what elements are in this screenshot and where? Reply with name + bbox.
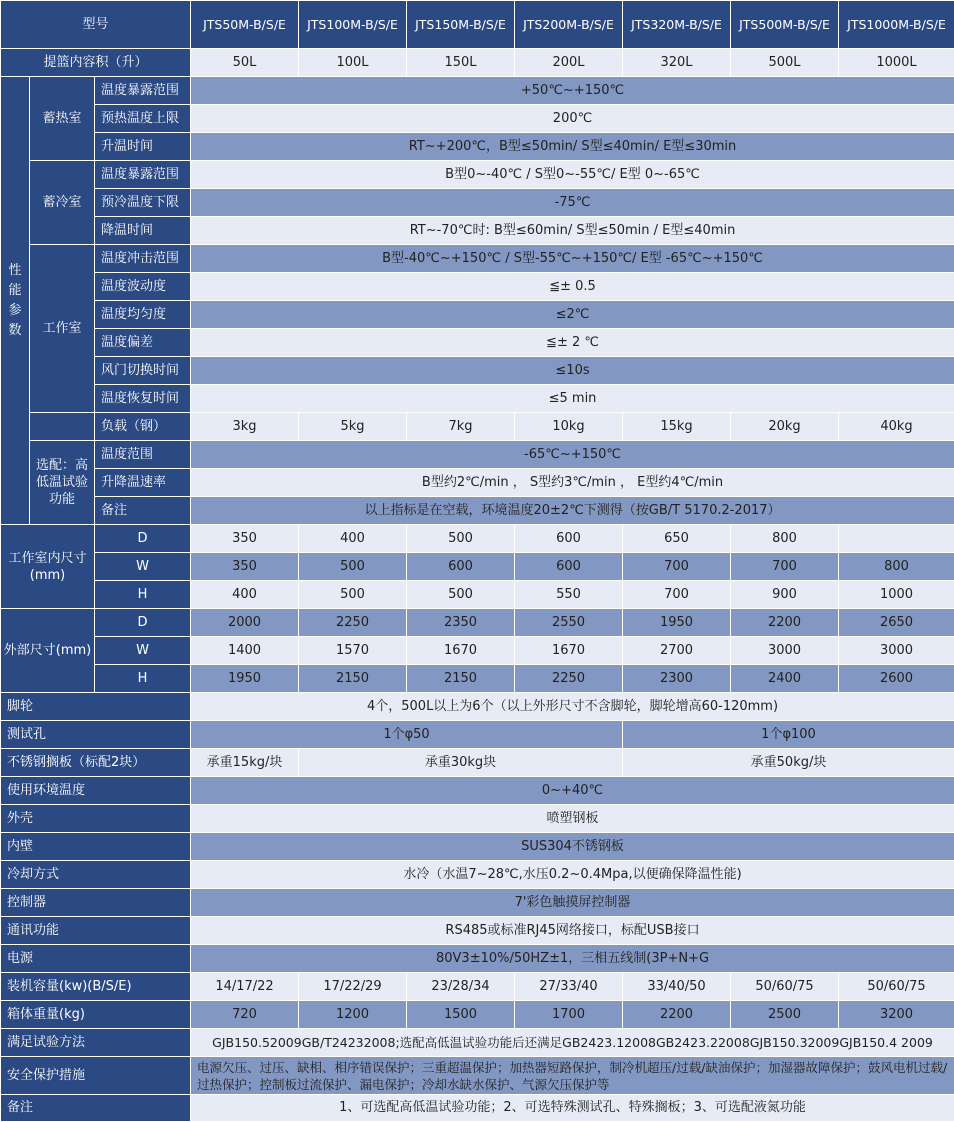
param-value: +50℃~+150℃ bbox=[191, 77, 954, 105]
row-value: 0~+40℃ bbox=[191, 777, 954, 805]
cell: 2150 bbox=[299, 665, 407, 693]
row-label: 提篮内容积（升） bbox=[1, 49, 191, 77]
cell: 1950 bbox=[623, 609, 731, 637]
cell: 500 bbox=[299, 553, 407, 581]
hot-chamber-label: 蓄热室 bbox=[30, 77, 95, 161]
cell: 800 bbox=[731, 525, 839, 553]
cell: 3kg bbox=[191, 413, 299, 441]
param-value: ≤5 min bbox=[191, 385, 954, 413]
cell: 150L bbox=[407, 49, 515, 77]
param-label: 温度暴露范围 bbox=[95, 161, 191, 189]
cell: 5kg bbox=[299, 413, 407, 441]
cell: 500L bbox=[731, 49, 839, 77]
cell: 33/40/50 bbox=[623, 973, 731, 1001]
row-label: 冷却方式 bbox=[1, 861, 191, 889]
cell: 800 bbox=[839, 553, 954, 581]
cell: 700 bbox=[731, 553, 839, 581]
cell: 2600 bbox=[839, 665, 954, 693]
cell: 720 bbox=[191, 1001, 299, 1029]
cell: 700 bbox=[623, 553, 731, 581]
load-row bbox=[1, 413, 954, 441]
cell: 1700 bbox=[515, 1001, 623, 1029]
param-label: 温度恢复时间 bbox=[95, 385, 191, 413]
cell: 2350 bbox=[407, 609, 515, 637]
row-label: 内壁 bbox=[1, 833, 191, 861]
param-value: ≦± 2 ℃ bbox=[191, 329, 954, 357]
cell: 320L bbox=[623, 49, 731, 77]
cell: 20kg bbox=[731, 413, 839, 441]
row-value: 承重15kg/块 bbox=[191, 749, 299, 777]
model-name: JTS320M-B/S/E bbox=[623, 1, 731, 49]
row-value: 1个φ50 bbox=[191, 721, 623, 749]
cell: 50/60/75 bbox=[731, 973, 839, 1001]
cell: 27/33/40 bbox=[515, 973, 623, 1001]
cell: 1400 bbox=[191, 637, 299, 665]
row-label: 不锈钢搁板（标配2块） bbox=[1, 749, 191, 777]
param-label: 温度冲击范围 bbox=[95, 245, 191, 273]
cell: 14/17/22 bbox=[191, 973, 299, 1001]
param-label: 预热温度上限 bbox=[95, 105, 191, 133]
cell: 3200 bbox=[839, 1001, 954, 1029]
cell: 2250 bbox=[515, 665, 623, 693]
cell: 23/28/34 bbox=[407, 973, 515, 1001]
outer-size-label: 外部尺寸(mm) bbox=[1, 609, 95, 693]
param-label: 风门切换时间 bbox=[95, 357, 191, 385]
cell: 1670 bbox=[407, 637, 515, 665]
row-value: 4个，500L以上为6个（以上外形尺寸不含脚轮，脚轮增高60-120mm) bbox=[191, 693, 954, 721]
cell: 500 bbox=[407, 525, 515, 553]
param-value: B型0~-40℃ / S型0~-55℃/ E型 0~-65℃ bbox=[191, 161, 954, 189]
cell: 2550 bbox=[515, 609, 623, 637]
row-label: 装机容量(kw)(B/S/E) bbox=[1, 973, 191, 1001]
model-name: JTS500M-B/S/E bbox=[731, 1, 839, 49]
row-label: 箱体重量(kg) bbox=[1, 1001, 191, 1029]
param-value: B型约2℃/min ， S型约3℃/min ， E型约4℃/min bbox=[191, 469, 954, 497]
cell: 350 bbox=[191, 553, 299, 581]
dim-label: D bbox=[95, 609, 191, 637]
row-value: SUS304不锈钢板 bbox=[191, 833, 954, 861]
performance-label: 性能参数 bbox=[8, 261, 22, 341]
cell bbox=[839, 525, 954, 553]
cell: 600 bbox=[515, 553, 623, 581]
volume-row bbox=[1, 49, 954, 77]
cell: 50/60/75 bbox=[839, 973, 954, 1001]
param-label: 降温时间 bbox=[95, 217, 191, 245]
param-value: ≤2℃ bbox=[191, 301, 954, 329]
row-value: 80V3±10%/50HZ±1，三相五线制(3P+N+G bbox=[191, 945, 954, 973]
cell: 600 bbox=[515, 525, 623, 553]
model-name: JTS200M-B/S/E bbox=[515, 1, 623, 49]
dim-label: H bbox=[95, 581, 191, 609]
param-value: 以上指标是在空载，环境温度20±2℃下测得（按GB/T 5170.2-2017） bbox=[191, 497, 954, 525]
cell: 400 bbox=[299, 525, 407, 553]
row-label: 控制器 bbox=[1, 889, 191, 917]
cell: 15kg bbox=[623, 413, 731, 441]
row-label: 外壳 bbox=[1, 805, 191, 833]
param-label: 预冷温度下限 bbox=[95, 189, 191, 217]
cell: 700 bbox=[623, 581, 731, 609]
inner-size-label: 工作室内尺寸(mm) bbox=[1, 525, 95, 609]
row-label: 安全保护措施 bbox=[1, 1057, 191, 1095]
param-value: -65℃~+150℃ bbox=[191, 441, 954, 469]
row-value: 1、可选配高低温试验功能；2、可选特殊测试孔、特殊搁板；3、可选配液氮功能 bbox=[191, 1095, 954, 1122]
dim-label: D bbox=[95, 525, 191, 553]
cell: 550 bbox=[515, 581, 623, 609]
cell: 10kg bbox=[515, 413, 623, 441]
row-label: 使用环境温度 bbox=[1, 777, 191, 805]
performance-group-label bbox=[1, 77, 30, 525]
row-value: 承重50kg/块 bbox=[623, 749, 954, 777]
param-value: -75℃ bbox=[191, 189, 954, 217]
model-name: JTS100M-B/S/E bbox=[299, 1, 407, 49]
cell: 40kg bbox=[839, 413, 954, 441]
param-label: 温度偏差 bbox=[95, 329, 191, 357]
cell: 2700 bbox=[623, 637, 731, 665]
cell: 1570 bbox=[299, 637, 407, 665]
cell: 2500 bbox=[731, 1001, 839, 1029]
model-name: JTS50M-B/S/E bbox=[191, 1, 299, 49]
cell: 3000 bbox=[839, 637, 954, 665]
row-value: RS485或标准RJ45网络接口，标配USB接口 bbox=[191, 917, 954, 945]
optional-function-label: 选配：高低温试验功能 bbox=[30, 441, 95, 525]
model-name: JTS1000M-B/S/E bbox=[839, 1, 954, 49]
cell: 1000L bbox=[839, 49, 954, 77]
cell: 500 bbox=[407, 581, 515, 609]
cold-chamber-label: 蓄冷室 bbox=[30, 161, 95, 245]
model-name: JTS150M-B/S/E bbox=[407, 1, 515, 49]
cell: 1000 bbox=[839, 581, 954, 609]
row-label: 通讯功能 bbox=[1, 917, 191, 945]
work-chamber-label: 工作室 bbox=[30, 245, 95, 413]
row-value: 承重30kg块 bbox=[299, 749, 623, 777]
row-value: 1个φ100 bbox=[623, 721, 954, 749]
cell: 2650 bbox=[839, 609, 954, 637]
cell: 2300 bbox=[623, 665, 731, 693]
blank-cell bbox=[30, 413, 95, 441]
dim-label: W bbox=[95, 637, 191, 665]
cell: 600 bbox=[407, 553, 515, 581]
row-label: 备注 bbox=[1, 1095, 191, 1122]
cell: 650 bbox=[623, 525, 731, 553]
row-value: 电源欠压、过压、缺相、相序错误保护；三重超温保护；加热器短路保护，制冷机超压/过载/缺油保护；加湿器故障保护；鼓风电机过载/过热保护；控制板过流保护、漏电保护；冷却水缺水保护、气源欠压保护等 bbox=[191, 1057, 954, 1095]
param-label: 负载（钢） bbox=[95, 413, 191, 441]
row-value: 喷塑钢板 bbox=[191, 805, 954, 833]
param-value: ≦± 0.5 bbox=[191, 273, 954, 301]
cell: 2400 bbox=[731, 665, 839, 693]
param-value: 200℃ bbox=[191, 105, 954, 133]
dim-label: H bbox=[95, 665, 191, 693]
cell: 900 bbox=[731, 581, 839, 609]
cell: 2150 bbox=[407, 665, 515, 693]
row-label: 满足试验方法 bbox=[1, 1029, 191, 1057]
param-label: 温度范围 bbox=[95, 441, 191, 469]
cell: 200L bbox=[515, 49, 623, 77]
cell: 1950 bbox=[191, 665, 299, 693]
param-value: B型-40℃~+150℃ / S型-55℃~+150℃/ E型 -65℃~+150℃ bbox=[191, 245, 954, 273]
cell: 17/22/29 bbox=[299, 973, 407, 1001]
cell: 100L bbox=[299, 49, 407, 77]
cell: 2000 bbox=[191, 609, 299, 637]
cell: 350 bbox=[191, 525, 299, 553]
row-label: 脚轮 bbox=[1, 693, 191, 721]
cell: 50L bbox=[191, 49, 299, 77]
param-label: 升降温速率 bbox=[95, 469, 191, 497]
cell: 1200 bbox=[299, 1001, 407, 1029]
model-header: 型号 bbox=[1, 1, 191, 49]
cell: 2200 bbox=[623, 1001, 731, 1029]
dim-label: W bbox=[95, 553, 191, 581]
row-label: 电源 bbox=[1, 945, 191, 973]
row-label: 测试孔 bbox=[1, 721, 191, 749]
row-value: 水冷（水温7~28℃,水压0.2~0.4Mpa,以便确保降温性能) bbox=[191, 861, 954, 889]
cell: 400 bbox=[191, 581, 299, 609]
cell: 1670 bbox=[515, 637, 623, 665]
cell: 7kg bbox=[407, 413, 515, 441]
param-label: 升温时间 bbox=[95, 133, 191, 161]
row-value: GJB150.52009GB/T24232008;选配高低温试验功能后还满足GB2423.12008GB2423.22008GJB150.32009GJB150.4 2009 bbox=[191, 1029, 954, 1057]
cell: 2200 bbox=[731, 609, 839, 637]
param-value: RT~-70℃时: B型≤60min/ S型≤50min / E型≤40min bbox=[191, 217, 954, 245]
param-label: 温度暴露范围 bbox=[95, 77, 191, 105]
cell: 3000 bbox=[731, 637, 839, 665]
row-value: 7'彩色触摸屏控制器 bbox=[191, 889, 954, 917]
cell: 1500 bbox=[407, 1001, 515, 1029]
cell: 2250 bbox=[299, 609, 407, 637]
param-label: 温度均匀度 bbox=[95, 301, 191, 329]
cell: 500 bbox=[299, 581, 407, 609]
param-value: ≤10s bbox=[191, 357, 954, 385]
param-value: RT~+200℃，B型≤50min/ S型≤40min/ E型≤30min bbox=[191, 133, 954, 161]
header-row bbox=[1, 1, 954, 49]
param-label: 备注 bbox=[95, 497, 191, 525]
param-label: 温度波动度 bbox=[95, 273, 191, 301]
